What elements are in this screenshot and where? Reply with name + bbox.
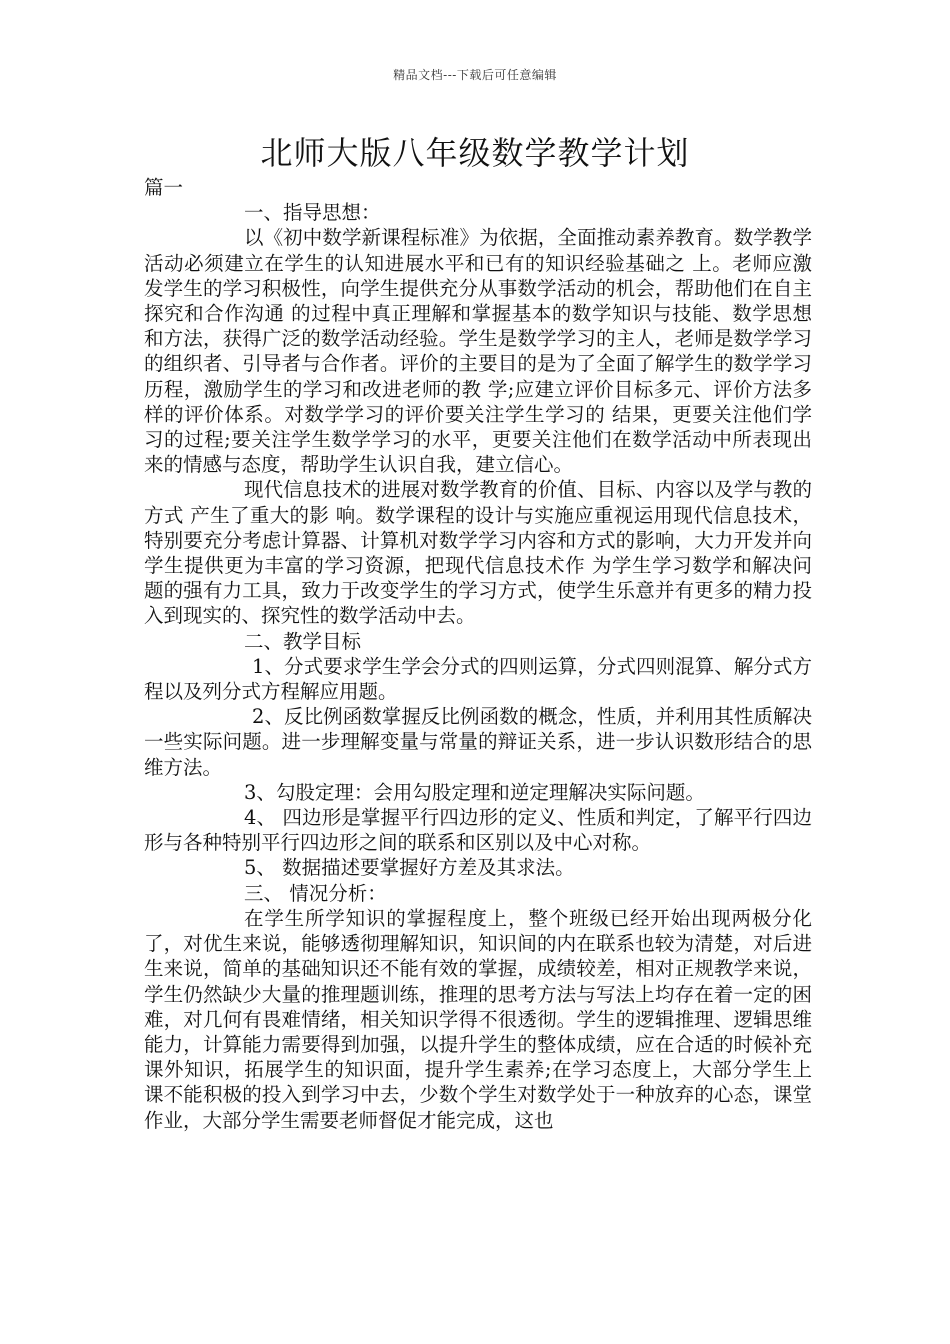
paragraph: 现代信息技术的进展对数学教育的价值、目标、内容以及学与教的方式 产生了重大的影 响。数学课程的设计与实施应重视运用现代信息技术，特别要充分考虑计算器、计算机对数学学习内容和方式的影响，大力开发并向学生提供更为丰富的学习资源，把现代信息技术作 为学生学习数学和解决问题的强有力工具，致力于改变学生的学习方式，使学生乐意并有更多的精力投入到现实的、探究性的数学活动中去。 (144, 478, 812, 628)
goal-item: 4、 四边形是掌握平行四边形的定义、性质和判定，了解平行四边形与各种特别平行四边形之间的联系和区别以及中心对称。 (144, 806, 812, 855)
section-heading-teaching-goals: 二、教学目标 (244, 629, 362, 653)
header-note: 精品文档---下载后可任意编辑 (393, 68, 557, 82)
document-body (144, 175, 812, 1133)
goal-item: 3、勾股定理：会用勾股定理和逆定理解决实际问题。 (244, 780, 705, 804)
paragraph: 以《初中数学新课程标准》为依据，全面推动素养教育。数学教学活动必须建立在学生的认知进展水平和已有的知识经验基础之 上。老师应激发学生的学习积极性，向学生提供充分从事数学活动的机会，帮助他们在自主探究和合作沟通 的过程中真正理解和掌握基本的数学知识与技能、数学思想和方法，获得广泛的数学活动经验。学生是数学学习的主人，老师是数学学习的组织者、引导者与合作者。评价的主要目的是为了全面了解学生的数学学习历程，激励学生的学习和改进老师的教 学;应建立评价目标多元、评价方法多样的评价体系。对数学学习的评价要关注学生学习的 结果，更要关注他们学习的过程;要关注学生数学学习的水平，更要关注他们在数学活动中所表现出来的情感与态度，帮助学生认识自我，建立信心。 (144, 226, 812, 477)
document-title: 北师大版八年级数学教学计划 (260, 134, 690, 172)
goal-item: 5、 数据描述要掌握好方差及其求法。 (244, 856, 575, 880)
goal-item: 1、分式要求学生学会分式的四则运算，分式四则混算、解分式方程以及列分式方程解应用题。 (144, 654, 812, 704)
goal-item: 2、反比例函数掌握反比例函数的概念，性质，并利用其性质解决一些实际问题。进一步理解变量与常量的辩证关系，进一步认识数形结合的思维方法。 (144, 705, 812, 779)
section-heading-situation-analysis: 三、 情况分析： (244, 881, 387, 905)
paragraph: 在学生所学知识的掌握程度上，整个班级已经开始出现两极分化了，对优生来说，能够透彻理解知识，知识间的内在联系也较为清楚，对后进生来说，简单的基础知识还不能有效的掌握，成绩较差，相对正规教学来说，学生仍然缺少大量的推理题训练，推理的思考方法与写法上均存在着一定的困难，对几何有畏难情绪，相关知识学得不很透彻。学生的逻辑推理、逻辑思维能力，计算能力需要得到加强，以提升学生的整体成绩，应在合适的时候补充课外知识，拓展学生的知识面，提升学生素养;在学习态度上，大部分学生上课不能积极的投入到学习中去，少数个学生对数学处于一种放弃的心态，课堂作业，大部分学生需要老师督促才能完成，这也 (144, 906, 812, 1132)
section-label: 篇一 (144, 176, 184, 199)
section-heading-guiding-ideology: 一、指导思想： (244, 201, 381, 225)
